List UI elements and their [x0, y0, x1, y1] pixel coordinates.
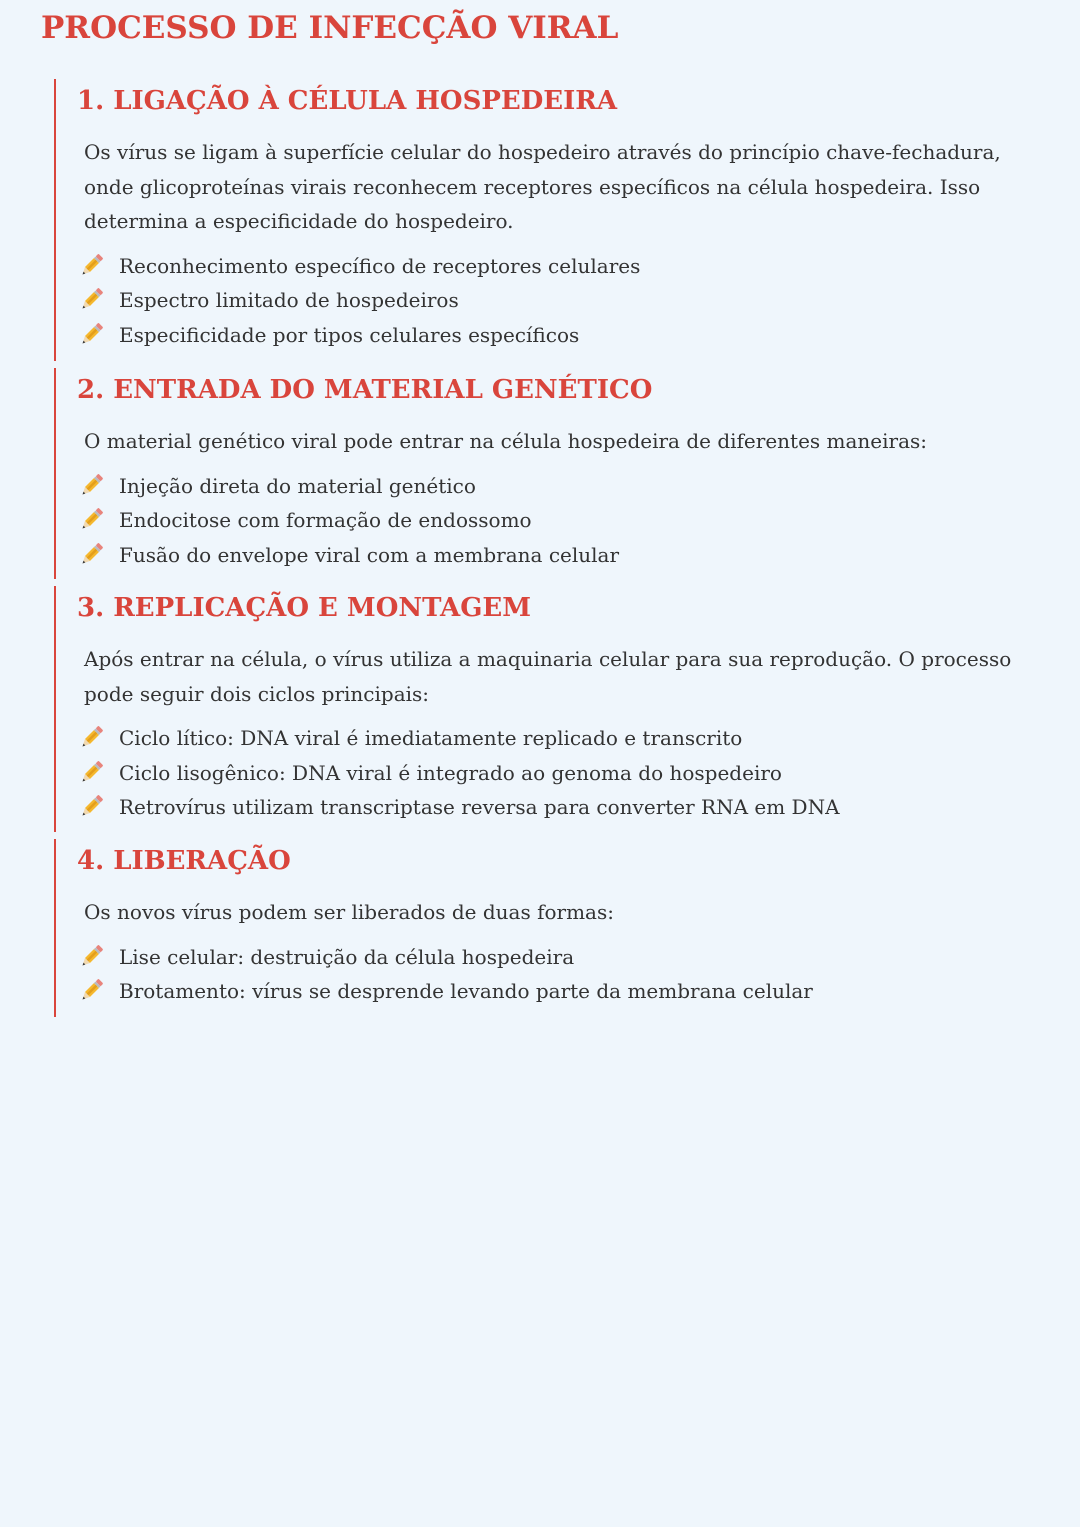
- section-heading: 4. LIBERAÇÃO: [77, 846, 291, 876]
- bullet-item: [77, 469, 1044, 504]
- bullet-item: [77, 318, 1044, 353]
- pencil-icon: [78, 978, 104, 1004]
- bullet-text: Brotamento: vírus se desprende levando parte da membrana celular: [119, 979, 813, 1004]
- pencil-icon: [78, 794, 104, 820]
- pencil-icon: [78, 473, 104, 499]
- section-replication: [54, 586, 1044, 832]
- bullet-item: [77, 790, 1044, 825]
- bullet-item: [77, 538, 1044, 573]
- bullet-list: [77, 721, 1044, 825]
- page-title: PROCESSO DE INFECÇÃO VIRAL: [41, 10, 619, 46]
- section-body: Após entrar na célula, o vírus utiliza a maquinaria celular para sua reprodução. O processo pode seguir dois ciclos principais:: [84, 647, 1012, 706]
- pencil-icon: [78, 542, 104, 568]
- pencil-icon: [78, 725, 104, 751]
- bullet-list: [77, 469, 1044, 573]
- bullet-item: [77, 940, 1044, 975]
- section-attachment: [54, 79, 1044, 361]
- bullet-text: Endocitose com formação de endossomo: [119, 508, 532, 533]
- section-body: Os novos vírus podem ser liberados de duas formas:: [84, 900, 614, 924]
- section-body: Os vírus se ligam à superfície celular do hospedeiro através do princípio chave-fechadura, onde glicoproteínas virais reconhecem receptores específicos na célula hospedeira. Isso determina a especificidade do hospedeiro.: [84, 140, 1001, 233]
- pencil-icon: [78, 944, 104, 970]
- bullet-item: [77, 721, 1044, 756]
- pencil-icon: [78, 287, 104, 313]
- bullet-item: [77, 974, 1044, 1009]
- bullet-item: [77, 249, 1044, 284]
- bullet-item: [77, 283, 1044, 318]
- bullet-text: Especificidade por tipos celulares específicos: [119, 322, 580, 347]
- section-genetic-entry: [54, 368, 1044, 579]
- section-body: O material genético viral pode entrar na célula hospedeira de diferentes maneiras:: [84, 429, 928, 453]
- bullet-text: Lise celular: destruição da célula hospedeira: [119, 944, 575, 969]
- section-heading: 2. ENTRADA DO MATERIAL GENÉTICO: [77, 375, 653, 405]
- section-release: [54, 839, 1044, 1017]
- bullet-list: [77, 940, 1044, 1009]
- bullet-item: [77, 503, 1044, 538]
- bullet-text: Ciclo lítico: DNA viral é imediatamente replicado e transcrito: [119, 726, 743, 751]
- bullet-text: Retrovírus utilizam transcriptase reversa para converter RNA em DNA: [119, 795, 840, 820]
- bullet-item: [77, 756, 1044, 791]
- section-heading: 1. LIGAÇÃO À CÉLULA HOSPEDEIRA: [77, 86, 618, 116]
- pencil-icon: [78, 253, 104, 279]
- bullet-text: Reconhecimento específico de receptores celulares: [119, 253, 641, 278]
- bullet-text: Fusão do envelope viral com a membrana celular: [119, 542, 620, 567]
- sections-container: [54, 79, 1044, 1017]
- pencil-icon: [78, 322, 104, 348]
- bullet-text: Injeção direta do material genético: [119, 473, 476, 498]
- pencil-icon: [78, 507, 104, 533]
- bullet-text: Ciclo lisogênico: DNA viral é integrado ao genoma do hospedeiro: [119, 760, 782, 785]
- bullet-text: Espectro limitado de hospedeiros: [119, 288, 459, 313]
- section-heading: 3. REPLICAÇÃO E MONTAGEM: [77, 593, 532, 623]
- bullet-list: [77, 249, 1044, 353]
- pencil-icon: [78, 760, 104, 786]
